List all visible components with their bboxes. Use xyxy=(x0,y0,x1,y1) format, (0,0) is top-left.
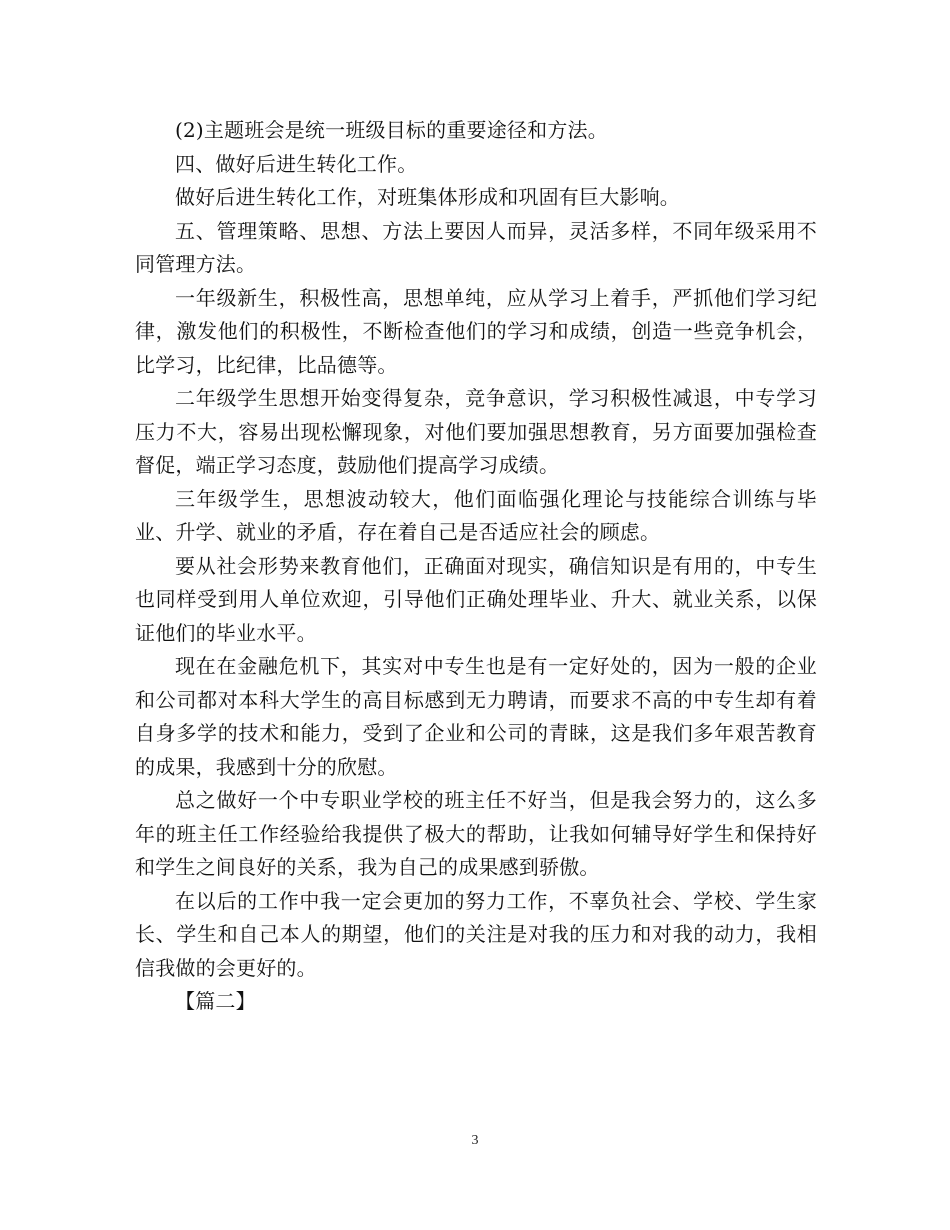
paragraph: 在以后的工作中我一定会更加的努力工作，不辜负社会、学校、学生家长、学生和自己本人的期望，他们的关注是对我的压力和对我的动力，我相信我做的会更好的。 xyxy=(135,888,817,980)
document-body xyxy=(135,114,817,1019)
paragraph: (2)主题班会是统一班级目标的重要途径和方法。 xyxy=(175,118,608,142)
paragraph: 现在在金融危机下，其实对中专生也是有一定好处的，因为一般的企业和公司都对本科大学生的高目标感到无力聘请，而要求不高的中专生却有着自身多学的技术和能力，受到了企业和公司的青睐，这是我们多年艰苦教育的成果，我感到十分的欣慰。 xyxy=(135,654,817,779)
paragraph: 总之做好一个中专职业学校的班主任不好当，但是我会努力的，这么多年的班主任工作经验给我提供了极大的帮助，让我如何辅导好学生和保持好和学生之间良好的关系，我为自己的成果感到骄傲。 xyxy=(135,788,817,879)
paragraph: 做好后进生转化工作，对班集体形成和巩固有巨大影响。 xyxy=(175,185,680,209)
page-number: 3 xyxy=(471,1133,479,1148)
paragraph: 三年级学生，思想波动较大，他们面临强化理论与技能综合训练与毕业、升学、就业的矛盾，存在着自己是否适应社会的顾虑。 xyxy=(135,486,817,544)
paragraph: 一年级新生，积极性高，思想单纯，应从学习上着手，严抓他们学习纪律，激发他们的积极性，不断检查他们的学习和成绩，创造一些竞争机会，比学习，比纪律，比品德等。 xyxy=(135,285,817,377)
paragraph: 五、管理策略、思想、方法上要因人而异，灵活多样，不同年级采用不同管理方法。 xyxy=(135,218,817,276)
paragraph: 要从社会形势来教育他们，正确面对现实，确信知识是有用的，中专生也同样受到用人单位欢迎，引导他们正确处理毕业、升大、就业关系，以保证他们的毕业水平。 xyxy=(135,553,817,645)
paragraph: 二年级学生思想开始变得复杂，竞争意识，学习积极性减退，中专学习压力不大，容易出现松懈现象，对他们要加强思想教育，另方面要加强检查督促，端正学习态度，鼓励他们提高学习成绩。 xyxy=(135,386,817,477)
paragraph: 四、做好后进生转化工作。 xyxy=(175,151,418,176)
section-heading: 【篇二】 xyxy=(175,989,256,1013)
